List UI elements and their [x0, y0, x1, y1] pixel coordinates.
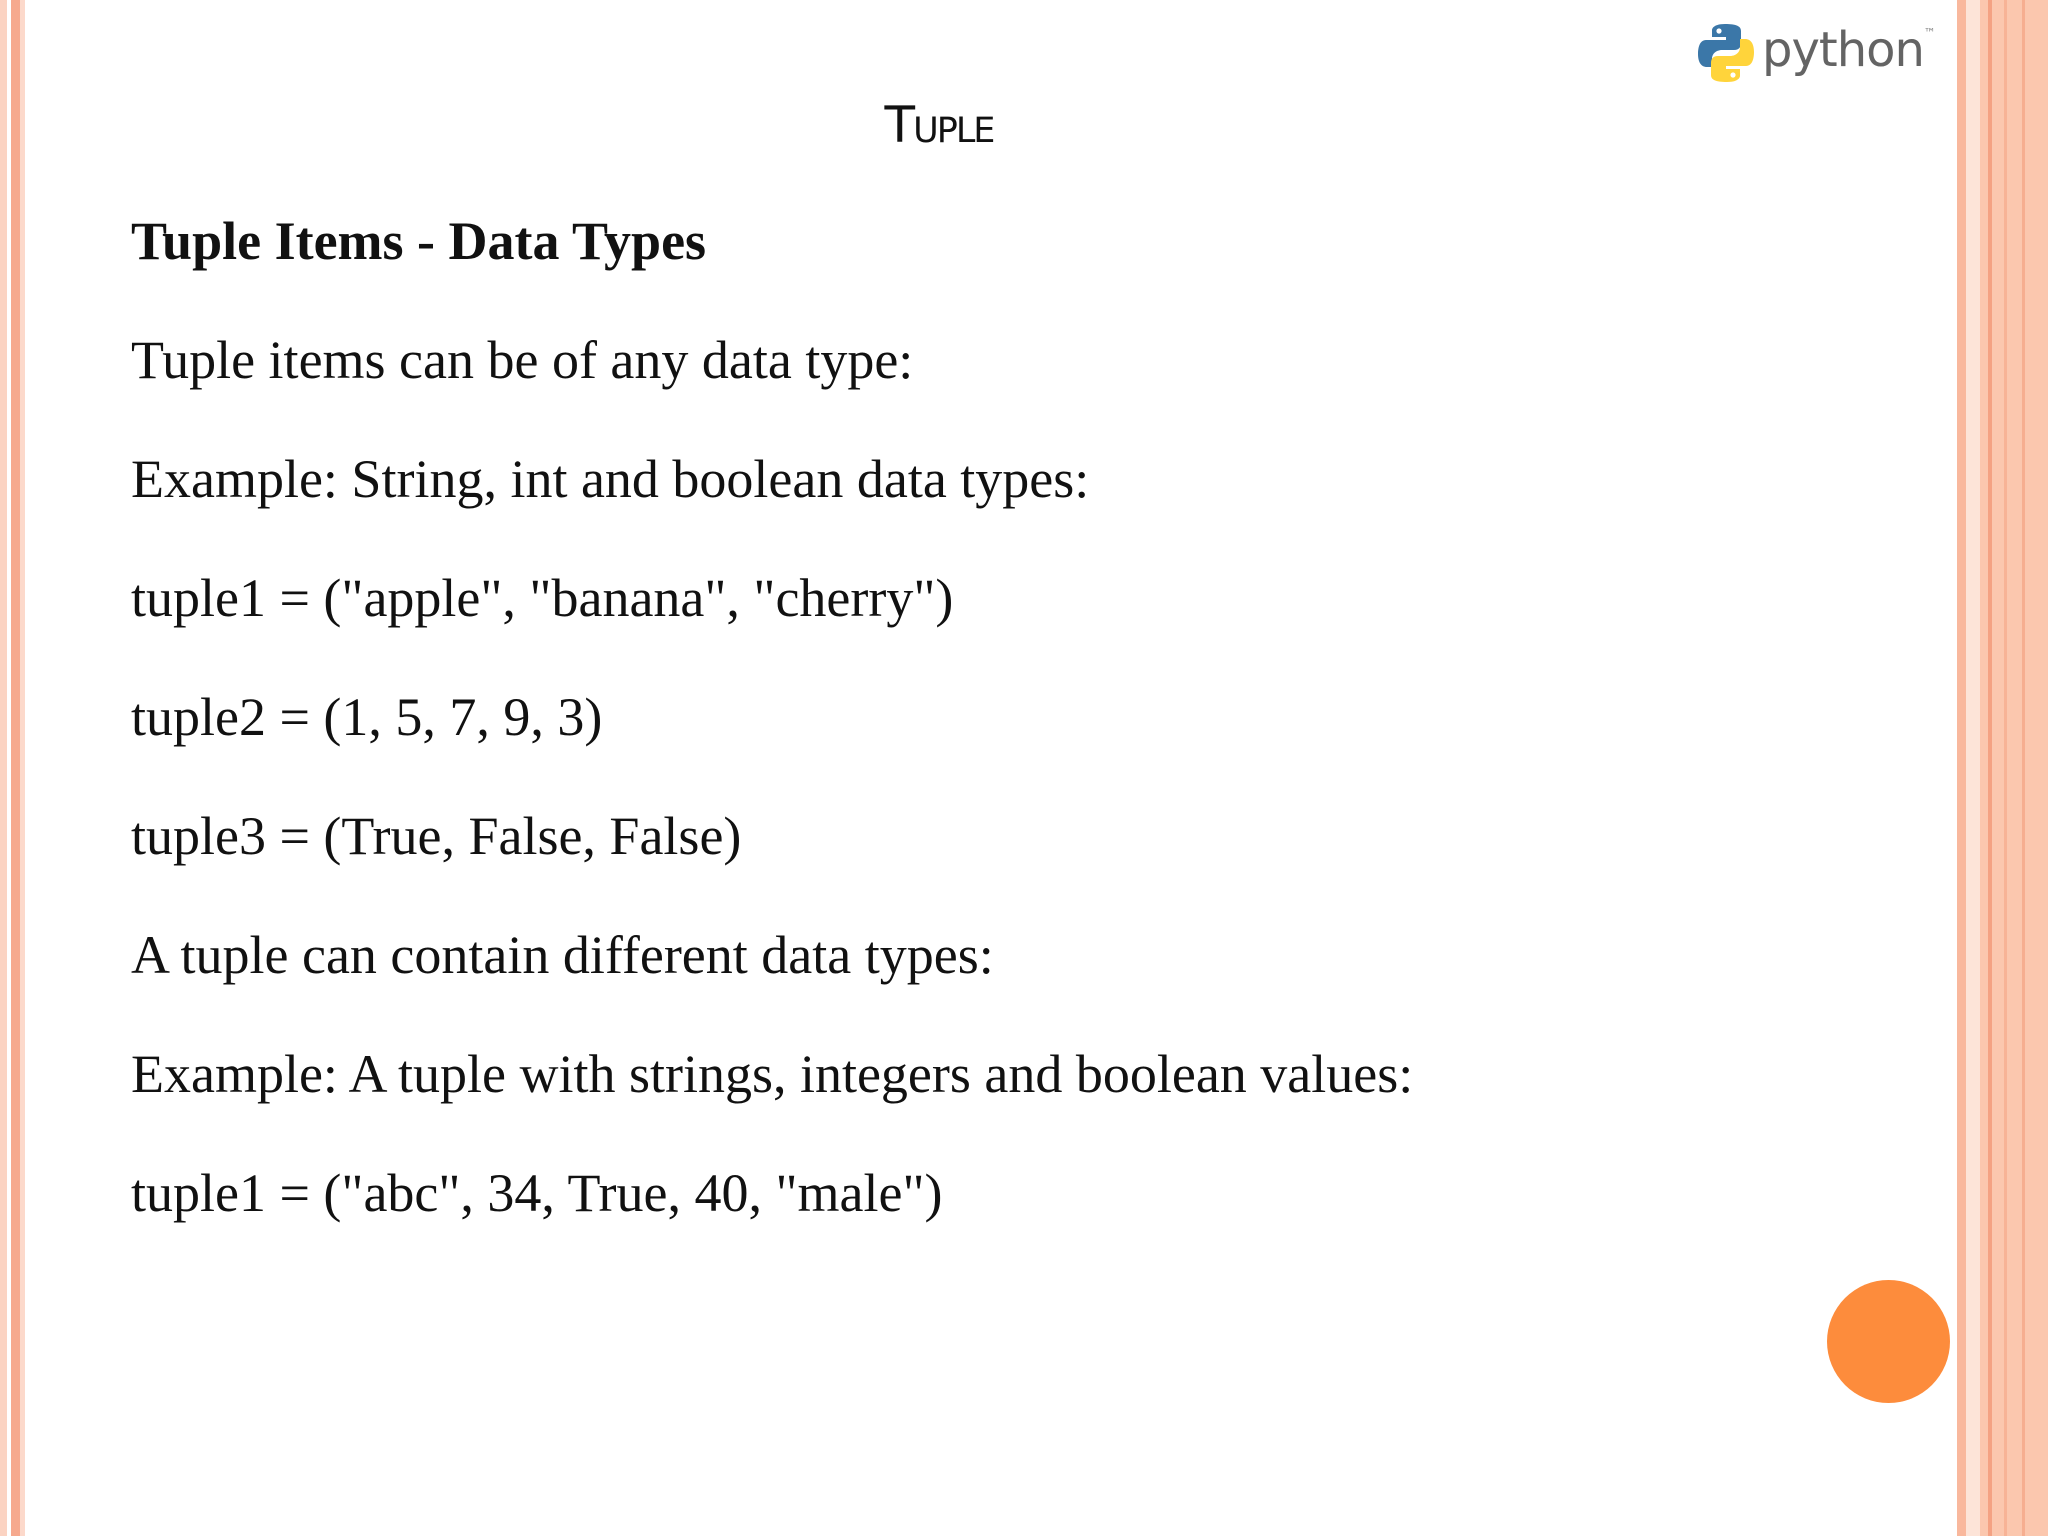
section-heading: Tuple Items - Data Types — [131, 211, 707, 271]
text-line: Tuple items can be of any data type: — [131, 330, 914, 390]
right-border-stripe — [1966, 0, 1980, 1536]
left-border-stripe — [0, 0, 7, 1536]
right-border-stripe — [2022, 0, 2025, 1536]
slide-title: Tuple — [884, 96, 994, 154]
text-line: A tuple can contain different data types: — [131, 925, 994, 985]
left-border-stripe — [20, 0, 25, 1536]
left-border-stripe — [11, 0, 20, 1536]
text-line: Example: A tuple with strings, integers and boolean values: — [131, 1044, 1414, 1104]
orange-circle-decoration — [1827, 1280, 1950, 1403]
text-line: Example: String, int and boolean data types: — [131, 449, 1090, 509]
code-line: tuple2 = (1, 5, 7, 9, 3) — [131, 687, 603, 747]
right-border-stripe — [1957, 0, 1966, 1536]
trademark-mark: ™ — [1923, 26, 1936, 40]
slide-content — [131, 208, 1911, 1279]
python-snake-icon — [1698, 22, 1754, 84]
code-line: tuple3 = (True, False, False) — [131, 806, 742, 866]
code-line: tuple1 = ("abc", 34, True, 40, "male") — [131, 1163, 943, 1223]
code-line: tuple1 = ("apple", "banana", "cherry") — [131, 568, 954, 628]
python-logo — [1698, 18, 1936, 88]
python-wordmark: python — [1762, 22, 1924, 78]
right-border-stripe — [1988, 0, 1992, 1536]
right-border-stripe — [2004, 0, 2007, 1536]
